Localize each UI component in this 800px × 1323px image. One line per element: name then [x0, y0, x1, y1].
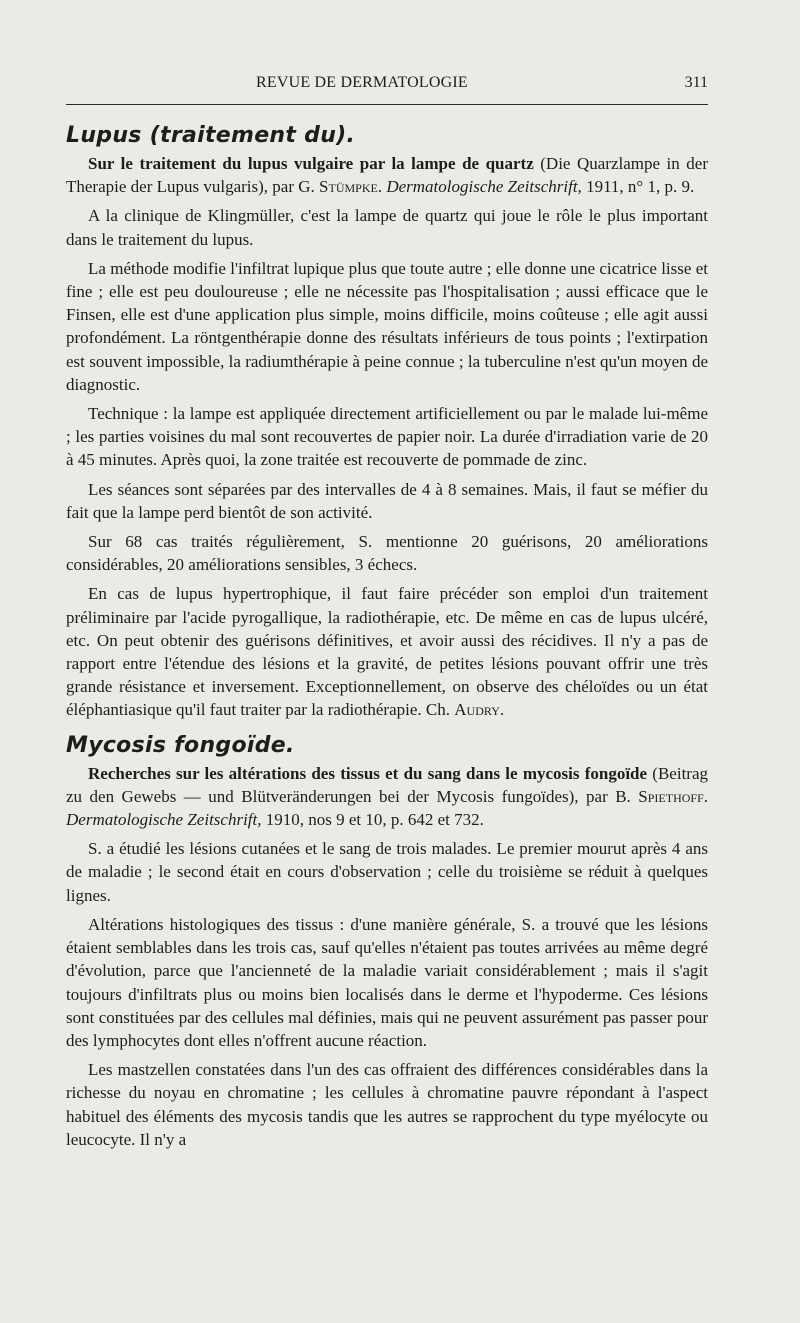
journal-reference: Dermatologische Zeitschrift, — [66, 810, 262, 830]
section-heading-lupus: Lupus (traitement du). — [66, 123, 356, 148]
issue-reference: 1911, n° 1, p. 9. — [581, 177, 695, 197]
body-paragraph: Les séances sont séparées par des intervalles de 4 à 8 semaines. Mais, il faut se méfier du fait que la lampe perd bientôt de son activité. — [66, 479, 708, 522]
body-paragraph: Technique : la lampe est appliquée directement artificiellement ou par le malade lui-même ; les parties voisines du mal sont recouvertes de papier noir. La durée d'irradiation varie de 20 à 45 minutes. Après quoi, la zone traitée est recouverte de pommade de zinc. — [66, 404, 708, 470]
journal-title: REVUE DE DERMATOLOGIE — [256, 74, 468, 91]
article-ref-separator: . — [377, 177, 387, 197]
body-paragraph: S. a étudié les lésions cutanées et le sang de trois malades. Le premier mourut après 4 ans de maladie ; le second était en cours d'observation ; celle du troisième se réduit à quelques lignes. — [66, 839, 708, 905]
reviewer-signature: Audry. — [454, 700, 505, 720]
body-paragraph: Altérations histologiques des tissus : d'une manière générale, S. a trouvé que les lésions étaient semblables dans les trois cas, sauf qu'elles n'étaient pas toutes arrivées au même degré d'évolution, parce que l'ancienneté de la maladie variait considérablement ; mais il s'agit toujours d'infiltrats plus ou moins bien localisés dans le derme et l'hypoderme. Ces lésions sont constituées par des cellules mal définies, mais qui ne peuvent assurément pas passer pour des lymphocytes dont elles n'offrent aucune réaction. — [66, 914, 708, 1050]
article-title: Sur le traitement du lupus vulgaire par la lampe de quartz — [88, 154, 534, 173]
body-paragraph: A la clinique de Klingmüller, c'est la lampe de quartz qui joue le rôle le plus important dans le traitement du lupus. — [66, 206, 708, 249]
article-reference-lupus — [66, 152, 708, 198]
header-rule — [66, 104, 708, 105]
journal-reference: Dermatologische Zeitschrift, — [386, 177, 582, 197]
article-reference-mycosis — [66, 762, 708, 832]
page-number: 311 — [684, 74, 708, 91]
author-name: Stümpke — [319, 177, 378, 197]
section-heading-mycosis: Mycosis fongoïde. — [66, 732, 295, 758]
body-paragraph: Les mastzellen constatées dans l'un des cas offraient des différences considérables dans la richesse du noyau en chromatine ; les cellules à chromatine pauvre répondant à l'aspect habituel des éléments des mycosis tandis que les autres se rapprochent du type myélocyte ou leucocyte. Il n'y a — [66, 1060, 708, 1149]
page-content — [66, 122, 708, 1151]
scanned-page — [66, 0, 708, 1323]
author-name: Spiethoff — [638, 786, 704, 806]
article-title: Recherches sur les altérations des tissus et du sang dans le mycosis fongoïde — [88, 763, 648, 783]
body-paragraph-signed — [66, 582, 708, 721]
article-ref-text: (Die Quarzlampe in der Therapie der Lupus vulgaris), par G. — [66, 154, 708, 197]
article-ref-separator: . — [703, 786, 708, 806]
body-paragraph: La méthode modifie l'infiltrat lupique plus que toute autre ; elle donne une cicatrice lisse et fine ; elle est peu douloureuse ; elle ne nécessite pas l'hospitalisation ; aussi efficace que le Finsen, elle est d'une application plus simple, moins difficile, moins coûteuse ; elle agit aussi profondément. La röntgenthérapie donne des résultats inférieurs de tous points ; l'extirpation est souvent impossible, la radiumthérapie à peine connue ; la tuberculine n'est qu'un moyen de diagnostic. — [66, 258, 708, 394]
paragraph-text: En cas de lupus hypertrophique, il faut faire précéder son emploi d'un traitement préliminaire par l'acide pyrogallique, la radiothérapie, etc. De même en cas de lupus ulcéré, etc. On peut obtenir des guérisons définitives, et avoir aussi des récidives. Il n'y a pas de rapport entre l'étendue des lésions et la gravité, de petites lésions pouvant offrir une très grande résistance et inversement. Exceptionnellement, on observe des chéloïdes ou un état éléphantiasique qu'il faut traiter par la radiothérapie. Ch. — [66, 584, 708, 720]
issue-reference: 1910, nos 9 et 10, p. 642 et 732. — [261, 810, 484, 830]
body-paragraph: Sur 68 cas traités régulièrement, S. mentionne 20 guérisons, 20 améliorations considérables, 20 améliorations sensibles, 3 échecs. — [66, 532, 708, 575]
running-head — [66, 74, 708, 96]
article-ref-text: (Beitrag zu den Gewebs — und Blütveränderungen bei der Mycosis fungoïdes), par B. — [66, 763, 709, 806]
